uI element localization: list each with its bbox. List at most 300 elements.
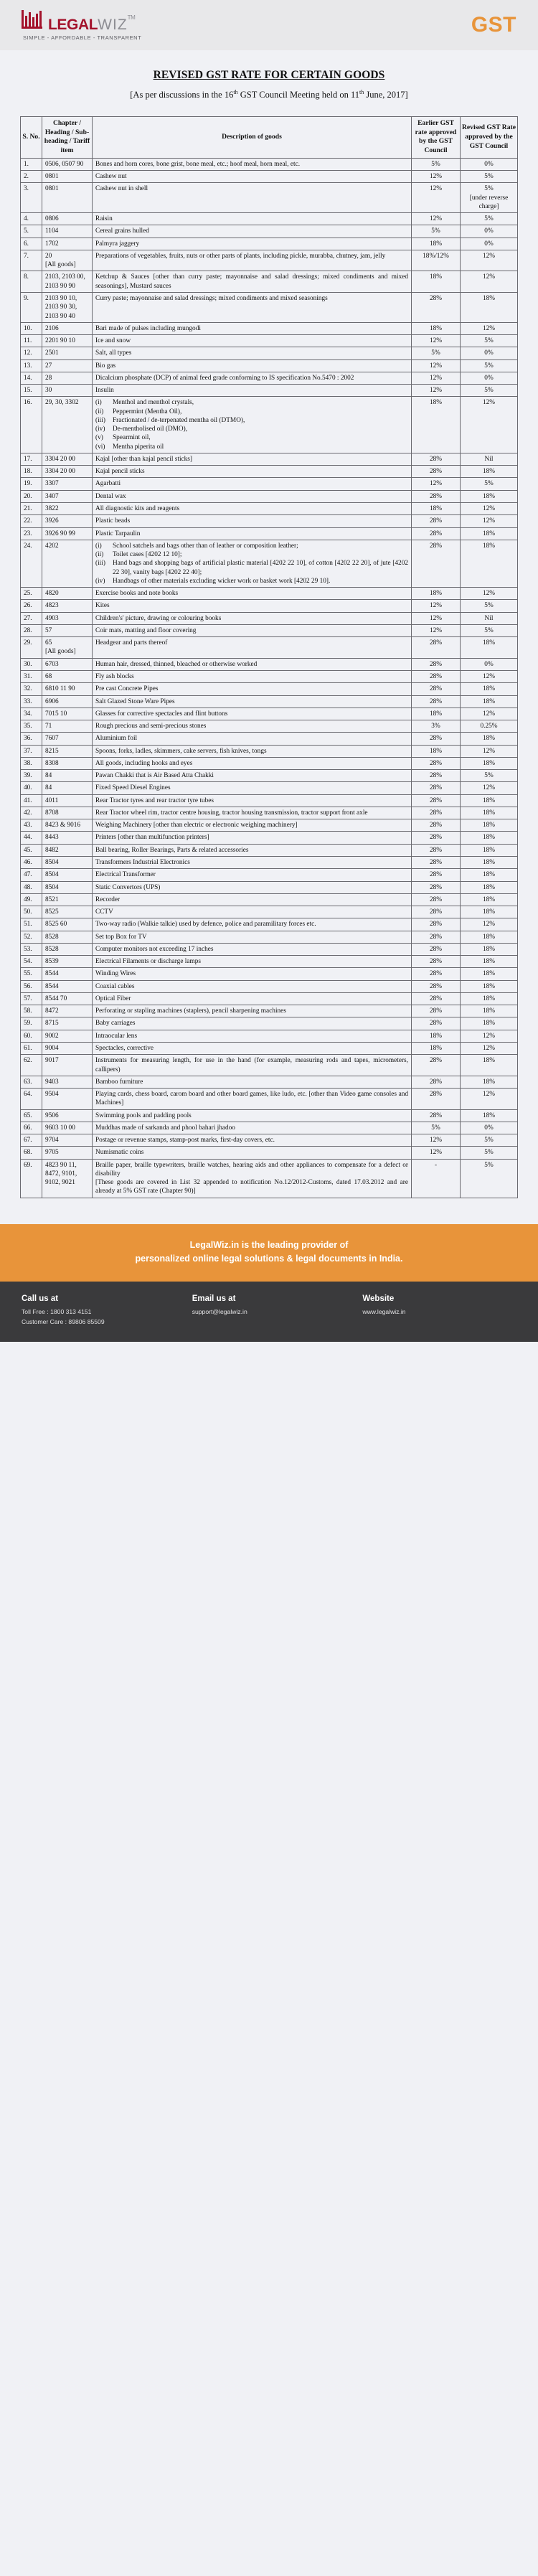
cell-sno: 16. [21, 397, 42, 453]
cell-description: All goods, including hooks and eyes [93, 757, 412, 769]
cell-description: Rear Tractor wheel rim, tractor centre housing, tractor housing transmission, tractor support front axle [93, 807, 412, 819]
cell-sno: 28. [21, 624, 42, 636]
cell-earlier: 12% [412, 359, 461, 372]
page-header [0, 0, 538, 50]
cell-chapter: 1702 [42, 238, 93, 250]
cell-description: Electrical Filaments or discharge lamps [93, 956, 412, 968]
table-row [21, 1159, 518, 1198]
cell-sno: 11. [21, 335, 42, 347]
table-body [21, 158, 518, 1198]
subtitle-ordinal-1: th [233, 89, 238, 95]
cell-description: Pre cast Concrete Pipes [93, 683, 412, 695]
cell-revised: 0% [461, 238, 518, 250]
cell-description: Ice and snow [93, 335, 412, 347]
logo-text-wiz: WIZ [98, 16, 128, 33]
cell-sno: 34. [21, 708, 42, 720]
cell-chapter: 4903 [42, 612, 93, 624]
cell-description: Bio gas [93, 359, 412, 372]
cell-earlier: 28% [412, 1005, 461, 1017]
cell-description: Winding Wires [93, 968, 412, 980]
cell-description: Kajal pencil sticks [93, 466, 412, 478]
cell-earlier: 28% [412, 832, 461, 844]
cell-revised: 12% [461, 397, 518, 453]
cell-revised: 18% [461, 844, 518, 856]
sub-item-marker: (iii) [95, 560, 105, 568]
cell-description: Swimming pools and padding pools [93, 1109, 412, 1122]
table-row [21, 213, 518, 225]
gst-rate-table [20, 116, 518, 1198]
cell-earlier: 28% [412, 658, 461, 670]
cell-earlier: 28% [412, 466, 461, 478]
table-row [21, 658, 518, 670]
cell-sno: 68. [21, 1147, 42, 1159]
cell-description: Perforating or stapling machines (staplers), pencil sharpening machines [93, 1005, 412, 1017]
cell-earlier: 28% [412, 637, 461, 659]
cell-description: Plastic beads [93, 515, 412, 527]
cell-sno: 14. [21, 372, 42, 384]
cell-earlier: 28% [412, 683, 461, 695]
cell-revised: 12% [461, 708, 518, 720]
cell-description [93, 397, 412, 453]
cell-sno: 59. [21, 1017, 42, 1030]
table-row [21, 782, 518, 794]
cell-earlier: 12% [412, 600, 461, 612]
cell-revised: 18% [461, 683, 518, 695]
cell-description: Bari made of pulses including mungodi [93, 322, 412, 334]
cell-revised: 12% [461, 918, 518, 931]
cell-earlier: 28% [412, 695, 461, 708]
cell-description: Transformers Industrial Electronics [93, 856, 412, 868]
cell-revised: 0% [461, 225, 518, 238]
table-row [21, 757, 518, 769]
cell-description: Computer monitors not exceeding 17 inches [93, 943, 412, 955]
table-row [21, 624, 518, 636]
sub-item-text: Mentha piperita oil [113, 443, 164, 451]
cell-earlier: 18% [412, 1030, 461, 1042]
cell-sno: 21. [21, 503, 42, 515]
cell-description: Exercise books and note books [93, 588, 412, 600]
footer-tollfree-number[interactable]: Toll Free : 1800 313 4151 [22, 1308, 92, 1316]
table-row [21, 271, 518, 293]
cell-revised: 18% [461, 1076, 518, 1088]
cell-sno: 17. [21, 453, 42, 465]
cell-chapter: 8504 [42, 881, 93, 893]
cell-earlier: 28% [412, 1055, 461, 1076]
cell-revised: 5% [461, 1134, 518, 1147]
cell-sno: 36. [21, 733, 42, 745]
cell-description: Fly ash blocks [93, 671, 412, 683]
table-row [21, 397, 518, 453]
sub-item-text: Toilet cases [4202 12 10]; [113, 551, 182, 559]
cell-earlier: 28% [412, 943, 461, 955]
cell-revised: 18% [461, 292, 518, 322]
cell-chapter: 3926 [42, 515, 93, 527]
footer-phone-heading: Call us at [22, 1294, 59, 1304]
sub-item-marker: (ii) [95, 408, 104, 415]
cell-description: Glasses for corrective spectacles and flint buttons [93, 708, 412, 720]
description-sub-item [95, 408, 408, 416]
table-row [21, 158, 518, 170]
cell-sno: 3. [21, 183, 42, 213]
cell-chapter: 2103, 2103 00, 2103 90 90 [42, 271, 93, 293]
cell-revised: 18% [461, 733, 518, 745]
cell-revised: 12% [461, 515, 518, 527]
cell-earlier: 28% [412, 490, 461, 502]
table-row [21, 527, 518, 540]
cell-revised: 18% [461, 1055, 518, 1076]
cell-chapter: 3926 90 99 [42, 527, 93, 540]
table-row [21, 683, 518, 695]
cell-revised: 18% [461, 931, 518, 943]
cell-chapter: 8504 [42, 856, 93, 868]
cell-sno: 40. [21, 782, 42, 794]
cell-sno: 8. [21, 271, 42, 293]
table-row [21, 292, 518, 322]
cell-sno: 43. [21, 819, 42, 832]
cell-earlier: 28% [412, 893, 461, 906]
subtitle-ordinal-2: th [359, 89, 364, 95]
cell-chapter: 8521 [42, 893, 93, 906]
legalwiz-logo [22, 10, 141, 41]
cell-revised: 18% [461, 695, 518, 708]
cell-sno: 65. [21, 1109, 42, 1122]
cell-sno: 24. [21, 540, 42, 587]
cell-earlier: 5% [412, 1122, 461, 1134]
cell-earlier: 28% [412, 869, 461, 881]
cell-sno: 60. [21, 1030, 42, 1042]
description-sub-item [95, 577, 408, 586]
cell-earlier: 12% [412, 213, 461, 225]
cell-revised: 18% [461, 992, 518, 1005]
cell-description: Static Convertors (UPS) [93, 881, 412, 893]
promo-line-2: personalized online legal solutions & legal documents in India. [135, 1254, 403, 1264]
cell-earlier: 12% [412, 624, 461, 636]
description-sub-item [95, 433, 408, 442]
table-row [21, 869, 518, 881]
cell-description: Braille paper, braille typewriters, braille watches, hearing aids and other appliances to compensate for a defect or disability [These goods are covered in List 32 appended to notification No.12/2012-Customs, dated 17.03.2012 and are already at 5% GST rate (Chapter 90)] [93, 1159, 412, 1198]
cell-chapter: 8544 [42, 980, 93, 992]
gst-logo: GST [471, 13, 516, 37]
cell-sno: 62. [21, 1055, 42, 1076]
cell-revised: 18% [461, 466, 518, 478]
cell-sno: 33. [21, 695, 42, 708]
cell-revised: 5% [461, 1159, 518, 1198]
sub-item-marker: (iv) [95, 426, 105, 433]
cell-description: Ketchup & Sauces [other than curry paste; mayonnaise and salad dressings; mixed condiments and mixed seasonings], Mustard sauces [93, 271, 412, 293]
cell-revised: 12% [461, 782, 518, 794]
cell-earlier: 5% [412, 225, 461, 238]
cell-revised: 0% [461, 347, 518, 359]
cell-description: Rear Tractor tyres and rear tractor tyre tubes [93, 794, 412, 807]
cell-chapter: 9506 [42, 1109, 93, 1122]
cell-chapter: 4820 [42, 588, 93, 600]
cell-sno: 58. [21, 1005, 42, 1017]
cell-description: Salt, all types [93, 347, 412, 359]
cell-description: Coir mats, matting and floor covering [93, 624, 412, 636]
cell-chapter: 8708 [42, 807, 93, 819]
table-row [21, 844, 518, 856]
cell-chapter: 7015 10 [42, 708, 93, 720]
cell-revised: 18% [461, 540, 518, 587]
table-row [21, 695, 518, 708]
cell-chapter: 9705 [42, 1147, 93, 1159]
cell-sno: 6. [21, 238, 42, 250]
cell-description: Playing cards, chess board, carom board and other board games, like ludo, etc. [other than Video game consoles and Machines] [93, 1089, 412, 1110]
cell-description: Human hair, dressed, thinned, bleached or otherwise worked [93, 658, 412, 670]
cell-chapter: 28 [42, 372, 93, 384]
cell-sno: 26. [21, 600, 42, 612]
table-row [21, 1030, 518, 1042]
sub-item-text: Menthol and menthol crystals, [113, 399, 194, 407]
footer-contact-email [192, 1294, 356, 1327]
cell-earlier: 18% [412, 708, 461, 720]
cell-description: Spectacles, corrective [93, 1042, 412, 1054]
cell-revised: 18% [461, 819, 518, 832]
cell-sno: 18. [21, 466, 42, 478]
footer-email-heading: Email us at [192, 1294, 236, 1304]
cell-chapter: 84 [42, 782, 93, 794]
cell-chapter: 0806 [42, 213, 93, 225]
cell-revised: Nil [461, 612, 518, 624]
cell-revised: 18% [461, 943, 518, 955]
cell-chapter: 7607 [42, 733, 93, 745]
cell-chapter: 20 [All goods] [42, 250, 93, 271]
cell-revised: 18% [461, 1017, 518, 1030]
cell-chapter: 2201 90 10 [42, 335, 93, 347]
cell-earlier: 28% [412, 515, 461, 527]
cell-description: Recorder [93, 893, 412, 906]
cell-chapter: 8544 [42, 968, 93, 980]
table-row [21, 1122, 518, 1134]
cell-revised: 18% [461, 893, 518, 906]
table-row [21, 968, 518, 980]
cell-chapter: 4011 [42, 794, 93, 807]
cell-chapter: 0801 [42, 171, 93, 183]
cell-earlier: 28% [412, 931, 461, 943]
cell-revised: 18% [461, 968, 518, 980]
table-header-row [21, 117, 518, 159]
cell-description: Children's' picture, drawing or colouring books [93, 612, 412, 624]
footer-contact-phone [22, 1294, 185, 1327]
cell-sno: 47. [21, 869, 42, 881]
cell-earlier: 5% [412, 158, 461, 170]
cell-chapter: 9603 10 00 [42, 1122, 93, 1134]
cell-revised: 0% [461, 158, 518, 170]
cell-chapter: 8443 [42, 832, 93, 844]
table-row [21, 1017, 518, 1030]
cell-chapter: 8308 [42, 757, 93, 769]
cell-description: Cashew nut [93, 171, 412, 183]
subtitle-part-2: GST Council Meeting held on 11 [237, 90, 360, 100]
cell-earlier: 12% [412, 171, 461, 183]
cell-chapter: 65 [All goods] [42, 637, 93, 659]
cell-earlier: 18% [412, 1042, 461, 1054]
cell-chapter: 3407 [42, 490, 93, 502]
cell-sno: 10. [21, 322, 42, 334]
cell-chapter: 8544 70 [42, 992, 93, 1005]
table-row [21, 612, 518, 624]
cell-revised: 5% [461, 385, 518, 397]
cell-revised: 5% [461, 359, 518, 372]
table-row [21, 992, 518, 1005]
table-row [21, 347, 518, 359]
cell-description: Set top Box for TV [93, 931, 412, 943]
cell-description: Cashew nut in shell [93, 183, 412, 213]
cell-revised: 18% [461, 637, 518, 659]
table-row [21, 807, 518, 819]
cell-earlier: 28% [412, 540, 461, 587]
cell-description: Preparations of vegetables, fruits, nuts or other parts of plants, including pickle, murabba, chutney, jam, jelly [93, 250, 412, 271]
table-row [21, 1076, 518, 1088]
cell-revised: 18% [461, 869, 518, 881]
cell-sno: 30. [21, 658, 42, 670]
cell-revised: 18% [461, 490, 518, 502]
table-row [21, 600, 518, 612]
cell-description: Numismatic coins [93, 1147, 412, 1159]
cell-chapter: 3307 [42, 478, 93, 490]
sub-item-text: School satchels and bags other than of leather or composition leather; [113, 542, 298, 550]
cell-earlier: 5% [412, 347, 461, 359]
cell-sno: 35. [21, 720, 42, 733]
table-row [21, 943, 518, 955]
footer-email-address[interactable]: support@legalwiz.in [192, 1308, 247, 1316]
cell-chapter: 8539 [42, 956, 93, 968]
cell-earlier: 12% [412, 183, 461, 213]
cell-chapter: 6810 11 90 [42, 683, 93, 695]
cell-chapter: 8215 [42, 745, 93, 757]
footer-website-url[interactable]: www.legalwiz.in [362, 1308, 406, 1316]
cell-revised: 5% [461, 600, 518, 612]
logo-tagline: SIMPLE - AFFORDABLE - TRANSPARENT [23, 34, 142, 41]
cell-revised: 18% [461, 856, 518, 868]
cell-chapter: 1104 [42, 225, 93, 238]
cell-description: Bamboo furniture [93, 1076, 412, 1088]
cell-revised: 12% [461, 1030, 518, 1042]
cell-chapter: 0801 [42, 183, 93, 213]
cell-chapter: 84 [42, 770, 93, 782]
cell-earlier: 28% [412, 292, 461, 322]
cell-sno: 39. [21, 770, 42, 782]
cell-chapter: 57 [42, 624, 93, 636]
cell-revised: 5% [461, 335, 518, 347]
table-row [21, 906, 518, 918]
cell-description: Ball bearing, Roller Bearings, Parts & related accessories [93, 844, 412, 856]
cell-description: Coaxial cables [93, 980, 412, 992]
cell-chapter: 68 [42, 671, 93, 683]
table-row [21, 956, 518, 968]
footer-website [362, 1294, 511, 1327]
cell-revised: 5% [461, 770, 518, 782]
table-header [21, 117, 518, 159]
table-row [21, 225, 518, 238]
table-row [21, 385, 518, 397]
table-row [21, 466, 518, 478]
cell-sno: 46. [21, 856, 42, 868]
table-row [21, 745, 518, 757]
table-row [21, 1089, 518, 1110]
table-row [21, 881, 518, 893]
cell-earlier: 18% [412, 503, 461, 515]
cell-earlier: 12% [412, 335, 461, 347]
cell-revised: 5% [under reverse charge] [461, 183, 518, 213]
cell-sno: 13. [21, 359, 42, 372]
table-row [21, 1134, 518, 1147]
cell-description: Optical Fiber [93, 992, 412, 1005]
table-row [21, 708, 518, 720]
description-sub-list [95, 398, 408, 451]
cell-sno: 49. [21, 893, 42, 906]
cell-sno: 15. [21, 385, 42, 397]
sub-item-marker: (v) [95, 434, 103, 442]
cell-chapter: 30 [42, 385, 93, 397]
cell-revised: Nil [461, 453, 518, 465]
table-row [21, 856, 518, 868]
cell-revised: 18% [461, 1109, 518, 1122]
cell-chapter: 8528 [42, 943, 93, 955]
cell-sno: 32. [21, 683, 42, 695]
cell-sno: 48. [21, 881, 42, 893]
cell-sno: 5. [21, 225, 42, 238]
table-row [21, 893, 518, 906]
footer-customer-care-number[interactable]: Customer Care : 89806 85509 [22, 1318, 105, 1326]
cell-chapter: 8423 & 9016 [42, 819, 93, 832]
cell-description: Two-way radio (Walkie talkie) used by defence, police and paramilitary forces etc. [93, 918, 412, 931]
column-header-earlier-rate: Earlier GST rate approved by the GST Council [412, 117, 461, 159]
cell-revised: 5% [461, 624, 518, 636]
cell-sno: 7. [21, 250, 42, 271]
cell-sno: 23. [21, 527, 42, 540]
subtitle-part-1: [As per discussions in the 16 [130, 90, 234, 100]
cell-chapter: 2501 [42, 347, 93, 359]
cell-sno: 1. [21, 158, 42, 170]
cell-earlier: 28% [412, 671, 461, 683]
cell-description: Spoons, forks, ladles, skimmers, cake servers, fish knives, tongs [93, 745, 412, 757]
cell-revised: 0% [461, 658, 518, 670]
cell-sno: 2. [21, 171, 42, 183]
cell-revised: 12% [461, 1042, 518, 1054]
cell-revised: 5% [461, 1147, 518, 1159]
cell-description: Baby carriages [93, 1017, 412, 1030]
column-header-chapter: Chapter / Heading / Sub-heading / Tariff item [42, 117, 93, 159]
table-row [21, 322, 518, 334]
cell-earlier: 28% [412, 992, 461, 1005]
cell-description: Electrical Transformer [93, 869, 412, 881]
table-row [21, 478, 518, 490]
cell-description: Weighing Machinery [other than electric or electronic weighing machinery] [93, 819, 412, 832]
cell-description: Kites [93, 600, 412, 612]
table-row [21, 819, 518, 832]
cell-sno: 51. [21, 918, 42, 931]
table-row [21, 918, 518, 931]
table-row [21, 250, 518, 271]
cell-sno: 52. [21, 931, 42, 943]
table-row [21, 238, 518, 250]
cell-earlier: 3% [412, 720, 461, 733]
cell-chapter: 8715 [42, 1017, 93, 1030]
cell-sno: 9. [21, 292, 42, 322]
cell-earlier: 18% [412, 271, 461, 293]
cell-sno: 31. [21, 671, 42, 683]
table-row [21, 515, 518, 527]
cell-sno: 67. [21, 1134, 42, 1147]
table-row [21, 490, 518, 502]
cell-sno: 27. [21, 612, 42, 624]
cell-chapter: 2106 [42, 322, 93, 334]
cell-sno: 20. [21, 490, 42, 502]
table-row [21, 1109, 518, 1122]
table-row [21, 1147, 518, 1159]
cell-sno: 54. [21, 956, 42, 968]
